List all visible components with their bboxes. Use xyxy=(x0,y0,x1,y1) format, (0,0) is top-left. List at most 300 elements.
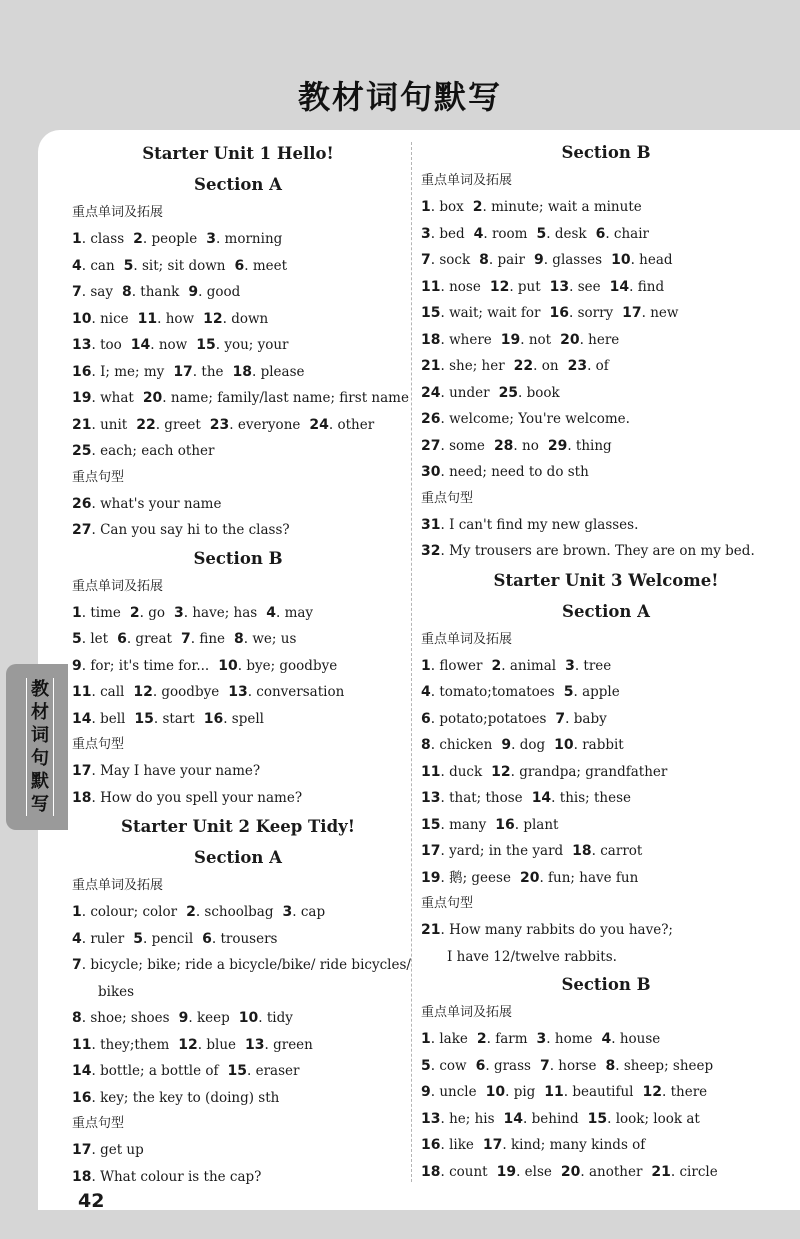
item-dot: . xyxy=(440,1163,450,1180)
item-text: of xyxy=(595,358,609,374)
item-text: need; need to do sth xyxy=(449,464,589,480)
item-dot: . xyxy=(195,904,205,920)
subsection-label: 重点句型 xyxy=(72,1116,125,1131)
item-text: thank xyxy=(140,284,180,300)
item-text: head xyxy=(639,252,673,268)
item-text: dog xyxy=(519,737,546,753)
item-number: 19 xyxy=(72,390,92,406)
item-number: 11 xyxy=(421,763,441,780)
vocab-line xyxy=(421,353,791,380)
item-number: 24 xyxy=(309,416,329,433)
item-number: 21 xyxy=(421,358,441,374)
item-text: farm xyxy=(495,1031,528,1047)
item-text: meet xyxy=(252,257,288,274)
item-number: 4 xyxy=(421,684,431,700)
item-text: What colour is the cap? xyxy=(100,1168,262,1185)
subsection-label: 重点单词及拓展 xyxy=(72,578,164,594)
item-dot: . xyxy=(139,604,149,621)
item-text: go xyxy=(148,604,166,621)
item-number: 13 xyxy=(549,278,570,295)
item-text: grandpa; grandfather xyxy=(519,763,668,780)
item-number: 32 xyxy=(421,543,441,559)
item-text: welcome; You're welcome. xyxy=(449,411,630,427)
item-text: they;them xyxy=(100,1036,170,1053)
item-text: there xyxy=(670,1084,708,1100)
item-dot: . xyxy=(91,1036,101,1053)
item-text: ruler xyxy=(90,930,125,947)
item-dot: . xyxy=(430,737,440,753)
item-dot: . xyxy=(629,278,638,295)
subsection-label: 重点句型 xyxy=(72,737,125,752)
item-text: nice xyxy=(100,310,129,327)
vocab-line xyxy=(421,221,791,248)
item-number: 2 xyxy=(476,1031,487,1047)
item-text: what's your name xyxy=(100,495,222,512)
item-dot: . xyxy=(430,1084,440,1100)
item-number: 17 xyxy=(421,843,441,859)
item-number: 2 xyxy=(472,199,483,215)
item-number: 16 xyxy=(203,710,224,727)
item-number: 12 xyxy=(203,310,223,327)
item-dot: . xyxy=(126,631,136,647)
item-number: 31 xyxy=(421,516,441,533)
item-dot: . xyxy=(91,522,101,538)
item-dot: . xyxy=(215,337,225,353)
item-text: box xyxy=(439,199,464,215)
item-number: 12 xyxy=(178,1036,198,1053)
item-dot: . xyxy=(157,310,166,327)
item-text: another xyxy=(588,1163,643,1180)
item-text: apple xyxy=(582,684,620,700)
item-text: yard; in the yard xyxy=(449,843,564,859)
item-number: 19 xyxy=(500,331,521,348)
vocab-line xyxy=(421,759,791,786)
item-dot: . xyxy=(91,789,101,806)
item-dot: . xyxy=(440,411,450,427)
item-text: sit; sit down xyxy=(142,257,226,274)
item-dot: . xyxy=(440,437,450,454)
item-text: class xyxy=(90,231,125,247)
item-dot: . xyxy=(430,657,440,674)
vocab-line xyxy=(421,865,791,892)
item-text: spell xyxy=(231,710,264,727)
item-dot: . xyxy=(223,710,232,727)
subsection-label: 重点单词及拓展 xyxy=(72,205,164,220)
item-text: now xyxy=(158,337,188,353)
subsection-label: 重点单词及拓展 xyxy=(421,631,513,647)
item-text: see xyxy=(577,278,601,295)
item-dot: . xyxy=(520,331,529,348)
item-dot: . xyxy=(567,437,576,454)
item-dot: . xyxy=(505,1084,514,1100)
item-dot: . xyxy=(641,305,651,321)
item-dot: . xyxy=(188,1010,197,1026)
item-dot: . xyxy=(440,816,450,833)
vocab-line xyxy=(421,653,791,680)
item-text: say xyxy=(90,284,113,300)
vocab-line xyxy=(421,706,791,733)
vocab-line xyxy=(421,679,791,706)
item-number: 14 xyxy=(72,1063,92,1079)
vocab-line xyxy=(421,1053,791,1080)
item-text: bicycle; bike; ride a bicycle/bike/ ride bicycles/ xyxy=(90,957,411,973)
subsection-label: 重点句型 xyxy=(421,896,474,911)
item-text: each; each other xyxy=(100,443,215,459)
subsection-label: 重点单词及拓展 xyxy=(421,1005,513,1020)
item-dot: . xyxy=(501,657,510,674)
item-number: 3 xyxy=(421,225,431,242)
item-number: 8 xyxy=(479,252,489,268)
item-text: no xyxy=(522,437,539,454)
item-number: 7 xyxy=(180,631,191,647)
item-dot: . xyxy=(152,684,162,700)
item-number: 7 xyxy=(539,1057,550,1074)
subsection-label: 重点单词及拓展 xyxy=(421,173,513,188)
item-number: 10 xyxy=(218,657,238,674)
item-number: 9 xyxy=(501,737,512,753)
item-dot: . xyxy=(573,737,583,753)
vocab-line xyxy=(421,1026,791,1053)
item-text: look; look at xyxy=(615,1110,700,1127)
item-text: everyone xyxy=(237,416,301,433)
item-dot: . xyxy=(81,1010,91,1026)
vocab-line xyxy=(72,359,404,386)
item-text: time xyxy=(90,604,121,621)
vocab-line xyxy=(72,279,404,306)
item-text: where xyxy=(449,331,492,348)
item-dot: . xyxy=(133,257,142,274)
item-number: 4 xyxy=(266,604,276,621)
item-dot: . xyxy=(488,252,498,268)
item-dot: . xyxy=(568,305,578,321)
vocab-line xyxy=(72,626,404,653)
item-dot: . xyxy=(91,1089,101,1106)
item-number: 21 xyxy=(421,922,441,938)
item-dot: . xyxy=(543,252,553,268)
item-dot: . xyxy=(591,843,601,859)
vocab-line xyxy=(421,538,791,565)
item-dot: . xyxy=(440,790,450,806)
vocab-line xyxy=(421,1132,791,1159)
item-number: 14 xyxy=(609,278,630,295)
item-text: schoolbag xyxy=(204,904,274,920)
item-text: How many rabbits do you have?; xyxy=(449,922,673,938)
item-dot: . xyxy=(150,337,159,353)
unit-heading: Starter Unit 2 Keep Tidy! xyxy=(121,817,355,836)
item-dot: . xyxy=(183,604,193,621)
item-text: please xyxy=(260,363,305,380)
item-number: 6 xyxy=(202,930,212,947)
item-text: new xyxy=(650,305,679,321)
item-text: room xyxy=(491,225,528,242)
item-number: 16 xyxy=(72,1089,92,1106)
item-text: keep xyxy=(196,1010,230,1026)
item-text: rabbit xyxy=(582,737,624,753)
item-text: potato;potatoes xyxy=(439,710,547,727)
item-dot: . xyxy=(662,1084,671,1100)
item-number: 20 xyxy=(560,1163,581,1180)
item-dot: . xyxy=(440,763,450,780)
item-dot: . xyxy=(563,1084,573,1100)
page-number: 42 xyxy=(78,1190,105,1212)
item-dot: . xyxy=(91,1142,101,1158)
item-dot: . xyxy=(549,1057,559,1074)
left-column xyxy=(72,138,411,1190)
side-tab-char: 默 xyxy=(31,771,49,792)
item-text: book xyxy=(526,384,560,401)
item-dot: . xyxy=(430,1057,440,1074)
item-number: 5 xyxy=(123,257,134,274)
item-dot: . xyxy=(513,437,523,454)
item-number: 5 xyxy=(421,1057,431,1074)
item-dot: . xyxy=(551,790,560,806)
vocab-line xyxy=(421,1079,791,1106)
item-dot: . xyxy=(514,816,524,833)
item-number: 10 xyxy=(611,252,631,268)
vocab-line xyxy=(72,1005,404,1032)
item-number: 1 xyxy=(421,1031,431,1047)
vocab-line xyxy=(72,1137,404,1164)
vocab-line xyxy=(421,512,791,539)
vocab-line xyxy=(72,653,404,680)
item-dot: . xyxy=(81,284,91,300)
item-text: what xyxy=(100,390,134,406)
vocab-line xyxy=(421,917,791,944)
item-dot: . xyxy=(155,416,165,433)
item-text: sock xyxy=(439,252,471,268)
item-text: bell xyxy=(100,710,126,727)
vocab-line xyxy=(72,706,404,733)
column-divider xyxy=(411,142,412,1182)
item-number: 11 xyxy=(72,1036,92,1053)
item-text: kind; many kinds of xyxy=(510,1137,646,1153)
item-text: behind xyxy=(531,1110,579,1127)
vocab-line xyxy=(421,459,791,486)
item-number: 1 xyxy=(421,657,431,674)
item-dot: . xyxy=(215,231,225,247)
item-number: 2 xyxy=(491,657,502,674)
item-text: goodbye xyxy=(161,684,220,700)
item-text: tidy xyxy=(266,1010,293,1026)
item-number: 15 xyxy=(587,1110,608,1127)
item-dot: . xyxy=(523,1110,532,1127)
item-text: trousers xyxy=(220,930,278,947)
item-number: 18 xyxy=(421,331,441,348)
item-dot: . xyxy=(328,416,338,433)
item-number: 30 xyxy=(421,464,441,480)
vocab-line xyxy=(72,226,404,253)
item-number: 7 xyxy=(421,252,431,268)
item-number: 4 xyxy=(601,1031,612,1047)
item-number: 2 xyxy=(129,604,140,621)
item-text: I; me; my xyxy=(100,363,165,380)
item-dot: . xyxy=(244,257,253,274)
item-dot: . xyxy=(440,358,450,374)
right-column xyxy=(421,138,791,1185)
item-number: 8 xyxy=(421,737,431,753)
item-number: 10 xyxy=(72,310,92,327)
item-text: can xyxy=(90,257,115,274)
item-number: 19 xyxy=(496,1163,517,1180)
item-number: 19 xyxy=(421,869,441,886)
item-number: 17 xyxy=(72,1142,92,1158)
item-dot: . xyxy=(430,225,440,242)
item-text: bye; goodbye xyxy=(246,657,338,674)
item-text: have; has xyxy=(192,604,258,621)
item-dot: . xyxy=(247,1063,256,1079)
item-dot: . xyxy=(143,930,152,947)
vocab-line xyxy=(421,274,791,301)
item-number: 22 xyxy=(513,358,534,374)
item-dot: . xyxy=(243,631,253,647)
item-dot: . xyxy=(91,684,101,700)
item-dot: . xyxy=(91,1063,101,1079)
item-number: 16 xyxy=(549,305,569,321)
item-text: find xyxy=(637,278,665,295)
item-number: 11 xyxy=(137,310,158,327)
item-text: get up xyxy=(100,1142,144,1158)
vocab-line xyxy=(421,1159,791,1186)
item-dot: . xyxy=(292,904,301,920)
item-text: circle xyxy=(679,1163,718,1180)
item-text: here xyxy=(588,331,620,348)
item-text: she; her xyxy=(449,358,505,374)
item-dot: . xyxy=(430,252,440,268)
item-text: carrot xyxy=(600,843,643,859)
item-dot: . xyxy=(630,252,640,268)
item-text: count xyxy=(449,1163,488,1180)
page-title: 教材词句默写 xyxy=(297,78,502,116)
item-dot: . xyxy=(91,337,101,353)
item-text: shoe; shoes xyxy=(90,1010,170,1026)
item-text: put xyxy=(517,278,541,295)
item-dot: . xyxy=(229,416,238,433)
item-text: pig xyxy=(513,1084,536,1100)
item-number: 27 xyxy=(421,437,441,454)
item-dot: . xyxy=(605,225,614,242)
item-number: 18 xyxy=(572,843,592,859)
item-text: flower xyxy=(439,657,483,674)
item-dot: . xyxy=(430,684,440,700)
item-text: good xyxy=(206,284,241,300)
item-dot: . xyxy=(222,310,232,327)
item-dot: . xyxy=(607,1110,616,1127)
section-heading: Section A xyxy=(194,848,282,867)
item-number: 6 xyxy=(117,631,127,647)
item-number: 23 xyxy=(209,416,230,433)
continued-line: I have 12/twelve rabbits. xyxy=(447,948,617,965)
item-text: too xyxy=(100,337,122,353)
item-dot: . xyxy=(440,843,450,859)
item-number: 24 xyxy=(421,384,441,401)
item-dot: . xyxy=(192,363,202,380)
subsection-label: 重点句型 xyxy=(421,490,474,506)
item-number: 7 xyxy=(72,957,82,973)
subsection-label: 重点单词及拓展 xyxy=(72,878,164,893)
item-dot: . xyxy=(440,922,450,938)
item-text: he; his xyxy=(449,1110,495,1127)
item-number: 20 xyxy=(142,390,163,406)
item-dot: . xyxy=(440,464,450,480)
item-number: 15 xyxy=(134,710,154,727)
section-heading: Section B xyxy=(561,143,651,162)
item-number: 14 xyxy=(130,337,151,353)
item-text: blue xyxy=(206,1036,237,1053)
item-number: 8 xyxy=(121,284,132,300)
vocab-line xyxy=(72,332,404,359)
item-number: 13 xyxy=(228,684,248,700)
item-text: that; those xyxy=(449,790,523,806)
vocab-line xyxy=(421,812,791,839)
vocab-line xyxy=(421,327,791,354)
vocab-line xyxy=(72,899,404,926)
item-dot: . xyxy=(81,231,91,247)
vocab-line xyxy=(421,247,791,274)
item-number: 1 xyxy=(72,231,82,247)
item-number: 6 xyxy=(234,257,245,274)
item-text: call xyxy=(100,684,125,700)
item-dot: . xyxy=(502,1137,511,1153)
item-text: uncle xyxy=(439,1084,477,1100)
item-dot: . xyxy=(587,358,596,374)
item-text: many xyxy=(449,816,487,833)
item-number: 20 xyxy=(560,331,580,348)
item-number: 13 xyxy=(245,1036,265,1053)
item-number: 4 xyxy=(72,930,82,947)
item-dot: . xyxy=(486,1031,496,1047)
item-number: 13 xyxy=(421,790,441,806)
item-number: 14 xyxy=(503,1110,524,1127)
item-text: under xyxy=(449,384,490,401)
item-number: 11 xyxy=(72,684,92,700)
item-number: 5 xyxy=(536,225,547,242)
item-text: not xyxy=(528,331,552,348)
item-number: 4 xyxy=(473,225,484,242)
item-text: you; your xyxy=(224,337,289,353)
item-dot: . xyxy=(91,1168,101,1185)
side-tab-char: 材 xyxy=(31,702,49,723)
item-number: 8 xyxy=(72,1010,82,1026)
item-number: 14 xyxy=(531,790,552,806)
item-number: 9 xyxy=(421,1084,431,1100)
item-dot: . xyxy=(211,930,221,947)
item-dot: . xyxy=(516,1163,525,1180)
vocab-line xyxy=(72,926,404,953)
item-dot: . xyxy=(440,1137,450,1153)
item-number: 9 xyxy=(178,1010,189,1026)
item-dot: . xyxy=(569,278,578,295)
item-dot: . xyxy=(251,363,261,380)
item-number: 5 xyxy=(133,930,144,947)
item-text: like xyxy=(449,1137,474,1153)
item-dot: . xyxy=(162,390,171,406)
item-dot: . xyxy=(574,657,584,674)
item-dot: . xyxy=(91,416,101,433)
item-number: 10 xyxy=(554,737,574,753)
item-number: 14 xyxy=(72,710,92,727)
item-number: 22 xyxy=(136,416,156,433)
item-text: pair xyxy=(497,252,525,268)
item-number: 18 xyxy=(72,789,92,806)
section-heading: Section A xyxy=(194,175,282,194)
item-text: duck xyxy=(449,763,483,780)
item-number: 16 xyxy=(72,363,92,380)
item-text: name; family/last name; first name xyxy=(170,390,409,406)
vocab-line xyxy=(421,433,791,460)
vocab-line xyxy=(72,758,404,785)
item-dot: . xyxy=(510,763,520,780)
item-dot: . xyxy=(264,1036,274,1053)
